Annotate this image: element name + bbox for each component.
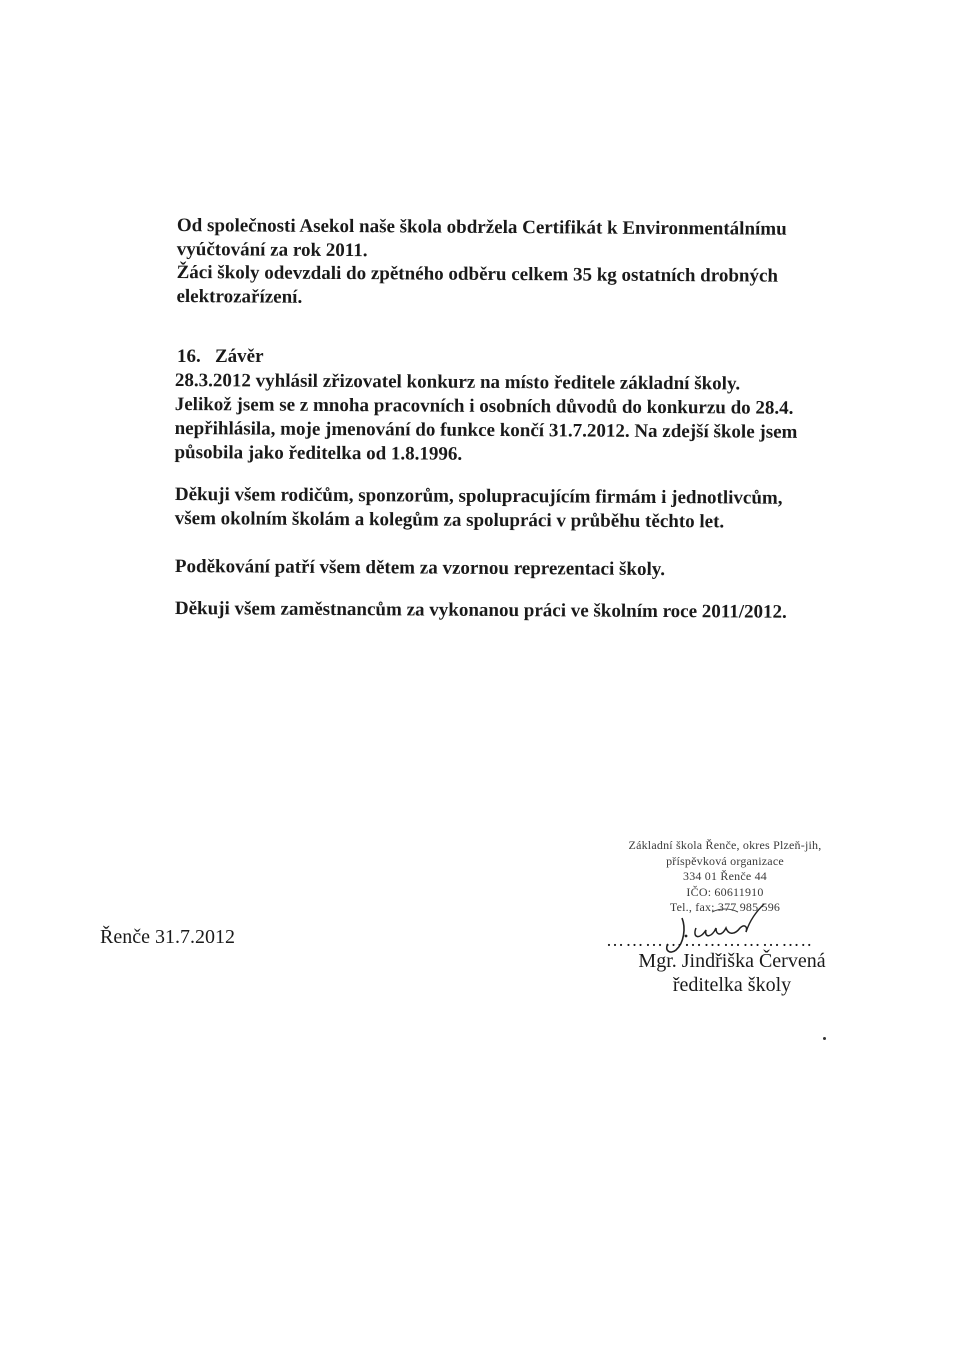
text-line: Od společnosti Asekol naše škola obdržela Certifikát k Environmentálnímu (176, 214, 787, 240)
text-line: elektrozařízení. (176, 285, 303, 308)
place-and-date: Řenče 31.7.2012 (100, 926, 235, 948)
stamp-line: IČO: 60611910 (686, 884, 764, 899)
text-line: Děkuji všem rodičům, sponzorům, spolupracujícím firmám i jednotlivcům, (174, 483, 783, 509)
paper-speck (823, 1037, 826, 1040)
stamp-line: příspěvková organizace (666, 853, 784, 868)
section-title: Závěr (215, 346, 264, 367)
text-line: nepřihlásila, moje jmenování do funkce končí 31.7.2012. Na zdejší škole jsem (174, 417, 798, 443)
text-line: Děkuji všem zaměstnancům za vykonanou práci ve školním roce 2011/2012. (174, 598, 787, 623)
paragraph-thanks-children (175, 555, 825, 582)
text-line: Žáci školy odevzdali do zpětného odběru celkem 35 kg ostatních drobných (176, 261, 779, 287)
text-line: všem okolním školám a kolegům za spolupráci v průběhu těchto let. (174, 507, 725, 532)
text-line: vyúčtování za rok 2011. (176, 238, 368, 261)
paragraph-conclusion (174, 369, 825, 469)
paragraph-certificate (176, 214, 827, 312)
signer-name: Mgr. Jindřiška Červená (638, 950, 826, 972)
paragraph-thanks-partners (175, 483, 825, 534)
paragraph-thanks-staff (175, 597, 825, 624)
text-line: působila jako ředitelka od 1.8.1996. (174, 441, 463, 465)
stamp-line: Tel., fax: 377 985 596 (669, 900, 781, 914)
text-line: Poděkování patří všem dětem za vzornou reprezentaci školy. (174, 556, 666, 580)
signer-role: ředitelka školy (672, 974, 792, 996)
section-heading (177, 346, 264, 368)
text-line: 28.3.2012 vyhlásil zřizovatel konkurz na místo ředitele základní školy. (174, 369, 741, 395)
stamp-line: 334 01 Řenče 44 (683, 869, 767, 883)
text-line: Jelikož jsem se z mnoha pracovních i osobních důvodů do konkurzu do 28.4. (174, 393, 794, 419)
stamp-line: Základní škola Řenče, okres Plzeň-jih, (628, 838, 822, 852)
signature-dotted-line: ………………………….. (606, 930, 813, 950)
section-number: 16. (177, 346, 201, 367)
